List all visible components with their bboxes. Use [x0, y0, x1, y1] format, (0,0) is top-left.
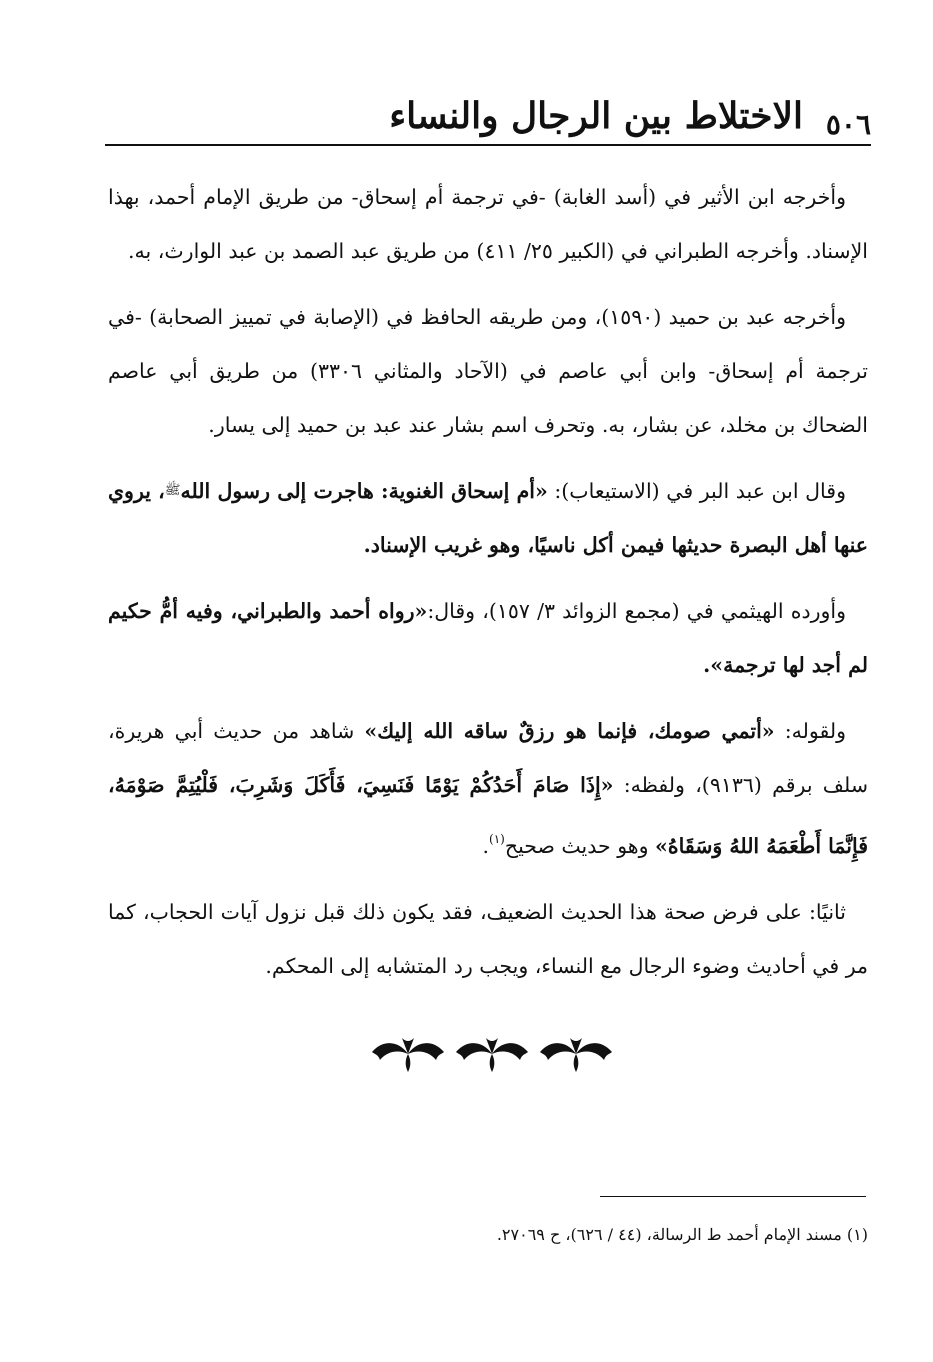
ornament-motif-3	[540, 1038, 612, 1072]
paragraph-6-text: ثانيًا: على فرض صحة هذا الحديث الضعيف، فقد يكون ذلك قبل نزول آيات الحجاب، كما مر في أحاديث وضوء الرجال مع النساء، ويجب رد المتشابه إلى المحكم.	[108, 900, 868, 978]
ornament-divider	[366, 1032, 616, 1074]
page-number: ٥٠٦	[825, 108, 871, 141]
footnote-reference[interactable]: (١)	[489, 832, 505, 846]
salawat-symbol: ﷺ	[164, 483, 181, 498]
paragraph-3-intro: وقال ابن عبد البر في (الاستيعاب):	[547, 479, 846, 503]
header-rule	[105, 144, 871, 146]
main-text	[108, 170, 868, 1005]
paragraph-6	[108, 885, 868, 993]
paragraph-4	[108, 584, 868, 692]
footnote	[108, 1220, 868, 1250]
running-title: الاختلاط بين الرجال والنساء	[389, 95, 803, 137]
paragraph-1-text: وأخرجه ابن الأثير في (أسد الغابة) -في ترجمة أم إسحاق- من طريق الإمام أحمد، بهذا الإسناد. وأخرجه الطبراني في (الكبير ٢٥/ ٤١١) من طريق عبد الصمد بن عبد الوارث، به.	[108, 185, 868, 263]
paragraph-5-intro: ولقوله:	[774, 719, 846, 743]
ornament-motif-2	[456, 1038, 528, 1072]
footnote-separator	[600, 1196, 866, 1197]
paragraph-5-quote: «أتمي صومك، فإنما هو رزقٌ ساقه الله إليك»	[364, 719, 775, 743]
paragraph-3-quote-start: «أم إسحاق الغنوية: هاجرت إلى رسول الله	[180, 479, 548, 503]
hadith-text: «إِذَا صَامَ أَحَدُكُمْ يَوْمًا فَنَسِيَ، فَأَكَلَ وَشَرِبَ، فَلْيُتِمَّ صَوْمَهُ، فَإِنَّمَا أَطْعَمَهُ اللهُ وَسَقَاهُ»	[108, 773, 868, 858]
paragraph-2-text: وأخرجه عبد بن حميد (١٥٩٠)، ومن طريقه الحافظ في (الإصابة في تمييز الصحابة) -في ترجمة أم إسحاق- وابن أبي عاصم في (الآحاد والمثاني ٣٣٠٦) من طريق أبي عاصم الضحاك بن مخلد، عن بشار، به. وتحرف اسم بشار عند عبد بن حميد إلى يسار.	[108, 305, 868, 437]
paragraph-1	[108, 170, 868, 278]
paragraph-3-quote-end: ، يروي عنها أهل البصرة حديثها فيمن أكل ناسيًا، وهو غريب الإسناد.	[108, 479, 868, 557]
paragraph-5-grade: وهو حديث صحيح	[504, 834, 656, 858]
ornament-motif-1	[372, 1038, 444, 1072]
paragraph-3	[108, 464, 868, 572]
paragraph-4-quote: «رواه أحمد والطبراني، وفيه أمُّ حكيم لم أجد لها ترجمة».	[108, 599, 868, 677]
footnote-text: (١) مسند الإمام أحمد ط الرسالة، (٤٤ / ٦٢٦)، ح ٢٧٠٦٩.	[496, 1225, 868, 1244]
paragraph-5-middle: شاهد من حديث أبي هريرة، سلف برقم (٩١٣٦)، ولفظه:	[108, 719, 868, 797]
page-header	[105, 92, 871, 152]
paragraph-4-intro: وأورده الهيثمي في (مجمع الزوائد ٣/ ١٥٧)، وقال:	[427, 599, 846, 623]
paragraph-5	[108, 704, 868, 873]
paragraph-5-end: .	[482, 834, 490, 858]
paragraph-2	[108, 290, 868, 452]
